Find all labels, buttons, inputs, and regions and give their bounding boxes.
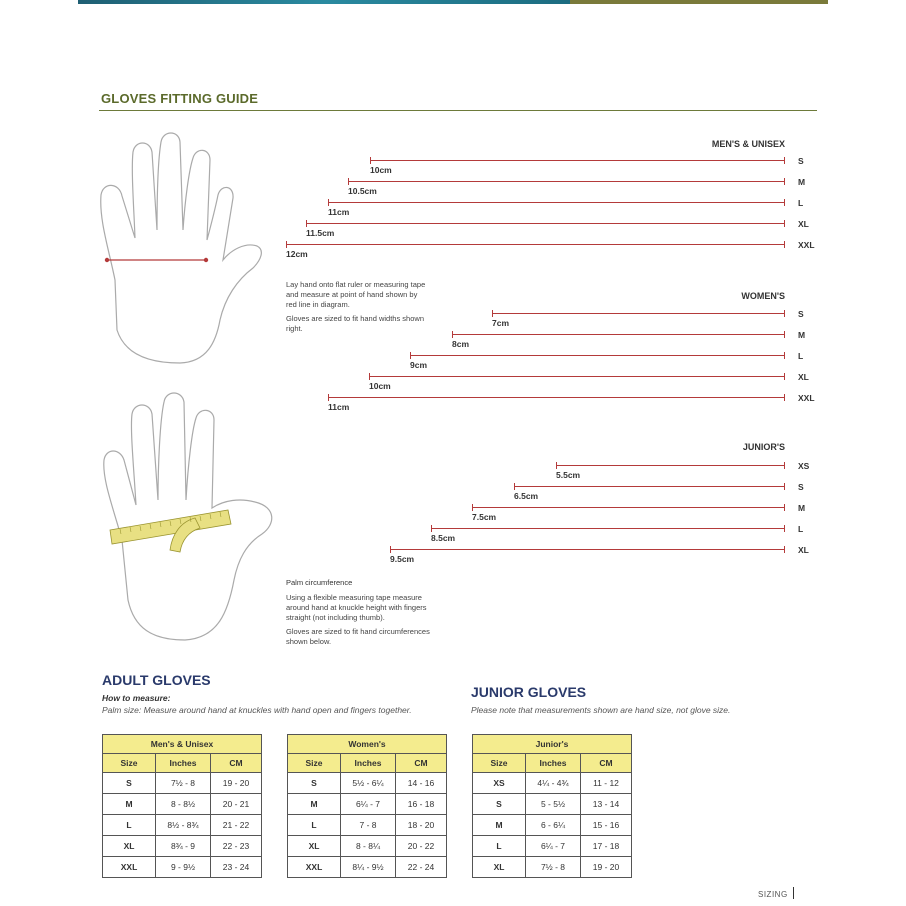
cm-cell: 19 - 20 xyxy=(581,857,632,878)
inches-cell: 5 - 5½ xyxy=(526,794,581,815)
size-cell: M xyxy=(473,815,526,836)
table-row xyxy=(473,857,632,878)
measure-cm-label: 11cm xyxy=(328,207,350,217)
measure-line xyxy=(492,313,785,314)
measure-cm-label: 11.5cm xyxy=(306,228,335,238)
cm-cell: 15 - 16 xyxy=(581,815,632,836)
header-accent-bar xyxy=(78,0,570,4)
measure-cm-label: 9cm xyxy=(410,360,428,370)
mens-size-table xyxy=(102,734,262,878)
junior-size-table xyxy=(472,734,632,878)
table-row xyxy=(288,773,447,794)
cm-cell: 11 - 12 xyxy=(581,773,632,794)
measure-line xyxy=(410,355,785,356)
size-cell: L xyxy=(103,815,156,836)
inches-cell: 7½ - 8 xyxy=(526,857,581,878)
inches-cell: 7½ - 8 xyxy=(156,773,211,794)
cm-cell: 17 - 18 xyxy=(581,836,632,857)
size-cell: XS xyxy=(473,773,526,794)
womens-size-table xyxy=(287,734,447,878)
table-title: Women's xyxy=(288,735,447,754)
measure-cm-label: 10cm xyxy=(370,165,392,175)
measure-size-label: XS xyxy=(798,461,810,471)
inches-cell: 8¾ - 9 xyxy=(156,836,211,857)
palm-circumference-illustration xyxy=(100,390,290,645)
size-cell: L xyxy=(473,836,526,857)
adult-gloves-title: ADULT GLOVES xyxy=(102,672,211,688)
table-row xyxy=(103,794,262,815)
hand-width-illustration xyxy=(95,130,270,365)
adult-how-text: Palm size: Measure around hand at knuckles with hand open and fingers together. xyxy=(102,705,412,715)
measure-cm-label: 8cm xyxy=(452,339,470,349)
measure-cm-label: 8.5cm xyxy=(431,533,456,543)
measure-line xyxy=(431,528,785,529)
col-header: Inches xyxy=(526,754,581,773)
inches-cell: 7 - 8 xyxy=(341,815,396,836)
measure-size-label: S xyxy=(798,156,804,166)
measure-size-label: XL xyxy=(798,545,809,555)
inches-cell: 5½ - 6¼ xyxy=(341,773,396,794)
palm-instruction-1: Using a flexible measuring tape measure around hand at knuckle height with fingers straight (not including thumb). xyxy=(286,593,427,622)
table-row xyxy=(473,773,632,794)
table-row xyxy=(288,857,447,878)
measure-line xyxy=(390,549,785,550)
measure-size-label: S xyxy=(798,482,804,492)
measure-size-label: XXL xyxy=(798,240,815,250)
measure-size-label: L xyxy=(798,524,804,534)
inches-cell: 9 - 9½ xyxy=(156,857,211,878)
col-header: Size xyxy=(288,754,341,773)
section-label-mens: MEN'S & UNISEX xyxy=(711,139,785,149)
section-label-juniors: JUNIOR'S xyxy=(742,442,785,452)
measure-cm-label: 10.5cm xyxy=(348,186,377,196)
inches-cell: 8¼ - 9½ xyxy=(341,857,396,878)
measure-cm-label: 7.5cm xyxy=(472,512,497,522)
measure-size-label: XL xyxy=(798,372,809,382)
palm-instruction-2: Gloves are sized to fit hand circumferences shown below. xyxy=(286,627,430,646)
cm-cell: 23 - 24 xyxy=(211,857,262,878)
how-to-measure-label: How to measure: xyxy=(102,693,171,703)
measure-size-label: M xyxy=(798,503,806,513)
measure-line xyxy=(472,507,785,508)
measure-line xyxy=(452,334,785,335)
size-cell: M xyxy=(103,794,156,815)
col-header: Size xyxy=(473,754,526,773)
table-title: Junior's xyxy=(473,735,632,754)
measure-line xyxy=(514,486,785,487)
table-row xyxy=(103,815,262,836)
size-cell: M xyxy=(288,794,341,815)
width-instruction-1: Lay hand onto flat ruler or measuring tape and measure at point of hand shown by red line in diagram. xyxy=(286,280,426,309)
inches-cell: 6¼ - 7 xyxy=(526,836,581,857)
cm-cell: 22 - 24 xyxy=(396,857,447,878)
inches-cell: 8½ - 8¾ xyxy=(156,815,211,836)
adult-how-to-measure xyxy=(102,693,171,703)
table-row xyxy=(288,794,447,815)
measure-size-label: XL xyxy=(798,219,809,229)
size-cell: XXL xyxy=(288,857,341,878)
measure-size-label: M xyxy=(798,177,806,187)
table-title: Men's & Unisex xyxy=(103,735,262,754)
width-instructions xyxy=(286,280,426,338)
size-cell: XL xyxy=(103,836,156,857)
inches-cell: 6¼ - 7 xyxy=(341,794,396,815)
size-cell: XL xyxy=(288,836,341,857)
col-header: CM xyxy=(396,754,447,773)
footer-divider xyxy=(793,887,794,899)
measure-cm-label: 5.5cm xyxy=(556,470,581,480)
table-row xyxy=(473,794,632,815)
table-row xyxy=(103,857,262,878)
cm-cell: 13 - 14 xyxy=(581,794,632,815)
size-cell: L xyxy=(288,815,341,836)
table-row xyxy=(473,815,632,836)
measure-line xyxy=(370,160,785,161)
inches-cell: 8 - 8¼ xyxy=(341,836,396,857)
cm-cell: 16 - 18 xyxy=(396,794,447,815)
palm-instructions xyxy=(286,578,436,651)
measure-line xyxy=(328,397,785,398)
col-header: Size xyxy=(103,754,156,773)
cm-cell: 22 - 23 xyxy=(211,836,262,857)
measure-size-label: L xyxy=(798,351,804,361)
measure-line xyxy=(556,465,785,466)
junior-note: Please note that measurements shown are hand size, not glove size. xyxy=(471,705,731,715)
inches-cell: 4¼ - 4¾ xyxy=(526,773,581,794)
table-row xyxy=(288,815,447,836)
size-cell: XL xyxy=(473,857,526,878)
junior-gloves-title: JUNIOR GLOVES xyxy=(471,684,587,700)
size-cell: XXL xyxy=(103,857,156,878)
col-header: Inches xyxy=(341,754,396,773)
page-title: GLOVES FITTING GUIDE xyxy=(101,91,259,106)
palm-heading: Palm circumference xyxy=(286,578,353,587)
measure-line xyxy=(369,376,785,377)
table-row xyxy=(288,836,447,857)
table-row xyxy=(473,836,632,857)
cm-cell: 14 - 16 xyxy=(396,773,447,794)
width-instruction-2: Gloves are sized to fit hand widths shown right. xyxy=(286,314,424,333)
table-row xyxy=(103,773,262,794)
measure-cm-label: 6.5cm xyxy=(514,491,539,501)
measure-line xyxy=(286,244,785,245)
measure-cm-label: 10cm xyxy=(369,381,391,391)
measure-size-label: L xyxy=(798,198,804,208)
measure-cm-label: 7cm xyxy=(492,318,510,328)
title-divider xyxy=(99,110,817,111)
page-footer-label: SIZING xyxy=(758,890,788,899)
cm-cell: 20 - 22 xyxy=(396,836,447,857)
col-header: Inches xyxy=(156,754,211,773)
col-header: CM xyxy=(581,754,632,773)
section-label-womens: WOMEN'S xyxy=(741,291,785,301)
inches-cell: 6 - 6¼ xyxy=(526,815,581,836)
size-cell: S xyxy=(473,794,526,815)
measure-cm-label: 11cm xyxy=(328,402,350,412)
size-cell: S xyxy=(103,773,156,794)
cm-cell: 21 - 22 xyxy=(211,815,262,836)
measure-line xyxy=(348,181,785,182)
cm-cell: 18 - 20 xyxy=(396,815,447,836)
inches-cell: 8 - 8½ xyxy=(156,794,211,815)
measure-size-label: S xyxy=(798,309,804,319)
header-accent-bar-right xyxy=(570,0,828,4)
cm-cell: 19 - 20 xyxy=(211,773,262,794)
size-cell: S xyxy=(288,773,341,794)
measure-cm-label: 12cm xyxy=(286,249,308,259)
cm-cell: 20 - 21 xyxy=(211,794,262,815)
table-row xyxy=(103,836,262,857)
measure-line xyxy=(328,202,785,203)
measure-line xyxy=(306,223,785,224)
measure-size-label: XXL xyxy=(798,393,815,403)
measure-size-label: M xyxy=(798,330,806,340)
measure-cm-label: 9.5cm xyxy=(390,554,415,564)
col-header: CM xyxy=(211,754,262,773)
